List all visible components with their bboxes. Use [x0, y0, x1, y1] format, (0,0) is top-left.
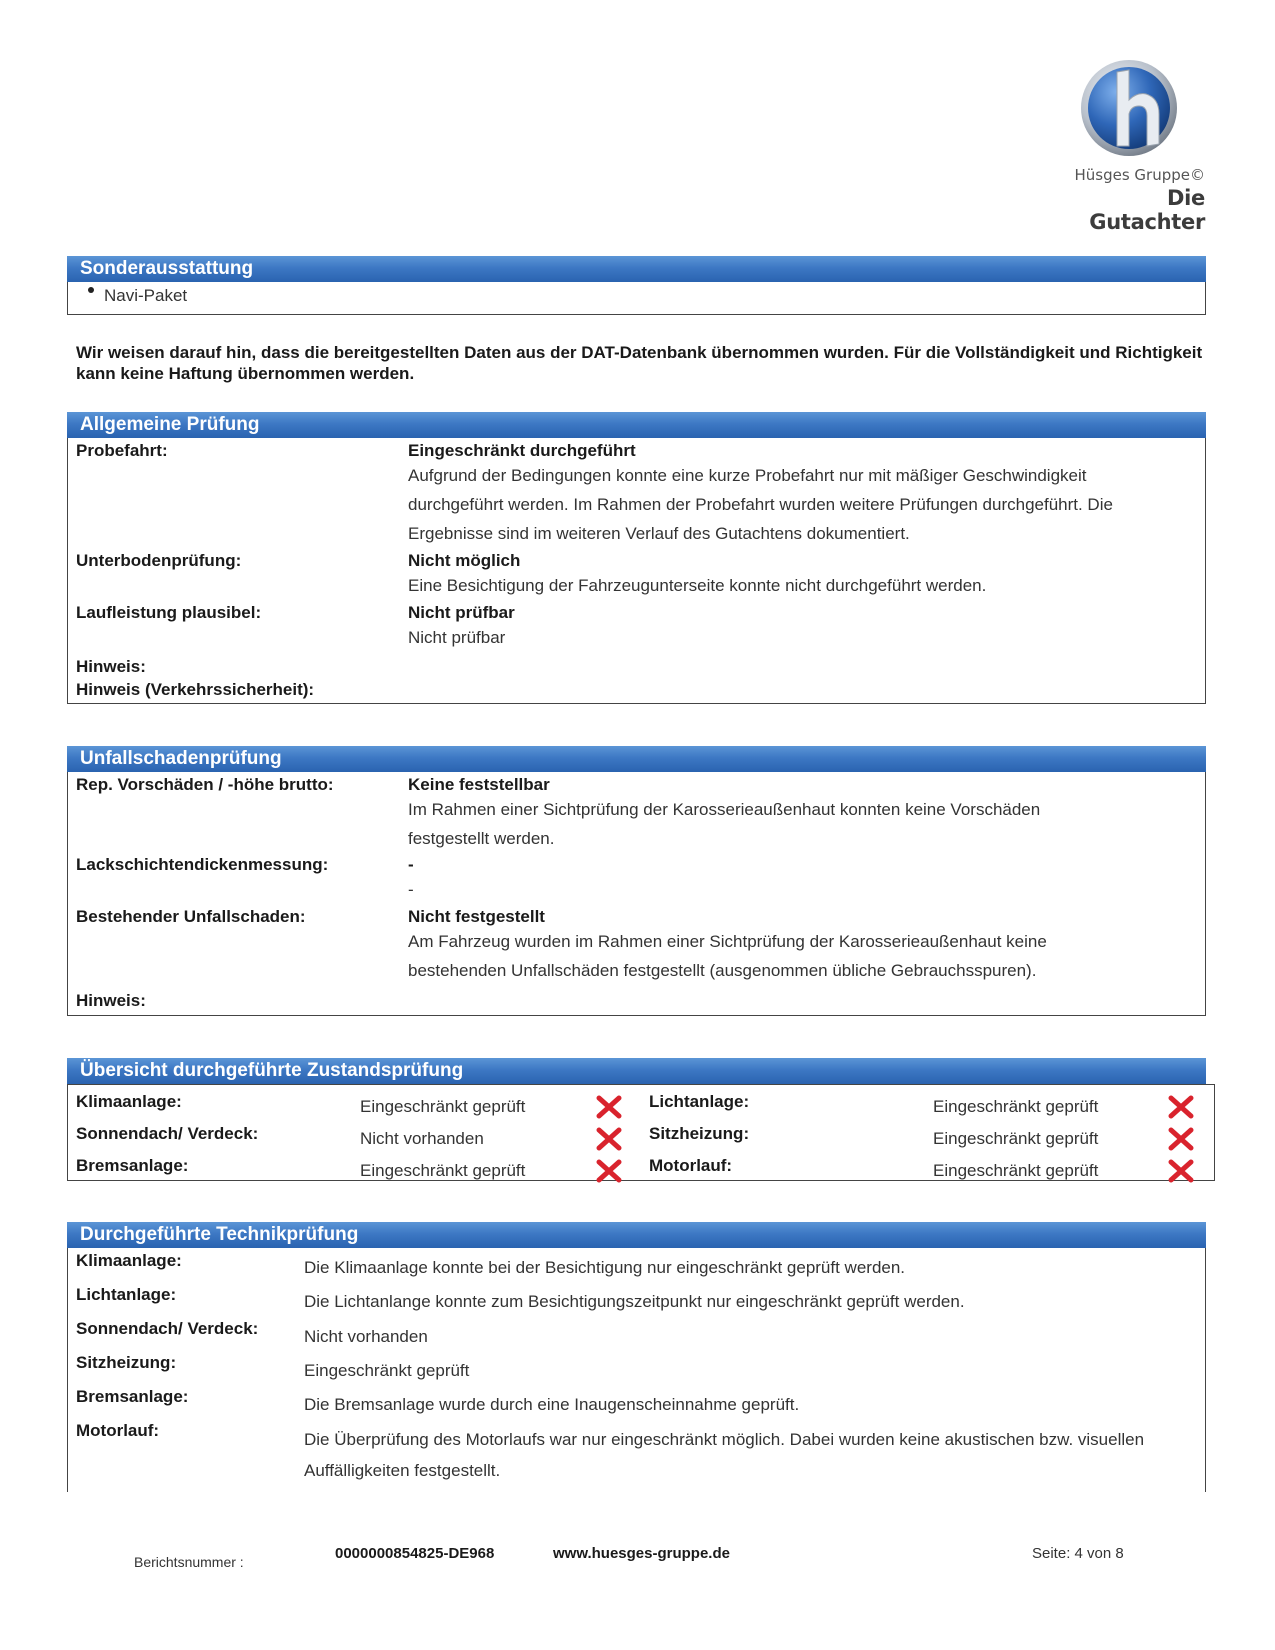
status-sitzheizung: Eingeschränkt geprüft [933, 1129, 1099, 1148]
label-klimaanlage: Klimaanlage: [76, 1251, 182, 1270]
status-klimaanlage: Eingeschränkt geprüft [360, 1097, 526, 1116]
text-klimaanlage: Die Klimaanlage konnte bei der Besichtigung nur eingeschränkt geprüft werden. [304, 1258, 906, 1277]
value-lackschichtendickenmessung: - [408, 855, 414, 874]
red-x-icon [1168, 1127, 1194, 1151]
value-rep-vorschaeden: Keine feststellbar [408, 775, 550, 794]
section-box-allgemeine-pruefung [67, 438, 1206, 704]
footer-report-number: 0000000854825-DE968 [335, 1545, 495, 1562]
label-sitzheizung: Sitzheizung: [649, 1124, 750, 1143]
red-x-icon [596, 1127, 622, 1151]
company-logo [1055, 58, 1215, 234]
section-box-unfallschadenpruefung [67, 772, 1206, 1016]
text-bestehender-unfallschaden: Am Fahrzeug wurden im Rahmen einer Sichtprüfung der Karosserieaußenhaut keine bestehenden Unfallschäden festgestellt (ausgenommen übliche Gebrauchsspuren). [408, 932, 1047, 980]
label-bestehender-unfallschaden: Bestehender Unfallschaden: [76, 907, 306, 926]
disclaimer-notice: Wir weisen darauf hin, dass die bereitgestellten Daten aus der DAT-Datenbank übernommen wurden. Für die Vollständigkeit und Richtigkeit kann keine Haftung übernommen werden. [76, 343, 1203, 383]
text-rep-vorschaeden: Im Rahmen einer Sichtprüfung der Karosserieaußenhaut konnten keine Vorschäden festgestellt werden. [408, 800, 1041, 848]
value-laufleistung: Nicht prüfbar [408, 603, 515, 622]
label-sonnendach-verdeck: Sonnendach/ Verdeck: [76, 1124, 259, 1143]
label-motorlauf: Motorlauf: [649, 1156, 733, 1175]
red-x-icon [596, 1095, 622, 1119]
text-laufleistung: Nicht prüfbar [408, 628, 506, 647]
logo-emblem-icon [1079, 58, 1179, 158]
label-rep-vorschaeden: Rep. Vorschäden / -höhe brutto: [76, 775, 334, 794]
label-bremsanlage: Bremsanlage: [76, 1387, 189, 1406]
label-sonnendach-verdeck: Sonnendach/ Verdeck: [76, 1319, 259, 1338]
label-hinweis: Hinweis: [76, 657, 146, 676]
footer-page-number: Seite: 4 von 8 [1032, 1545, 1124, 1562]
label-lackschichtendickenmessung: Lackschichtendickenmessung: [76, 855, 329, 874]
logo-text-group: Hüsges Gruppe© [1074, 166, 1205, 184]
text-bremsanlage: Die Bremsanlage wurde durch eine Inaugenscheinnahme geprüft. [304, 1395, 800, 1414]
text-sonnendach-verdeck: Nicht vorhanden [304, 1327, 428, 1346]
section-header-allgemeine-pruefung: Allgemeine Prüfung [67, 412, 1206, 438]
section-header-unfallschadenpruefung: Unfallschadenprüfung [67, 746, 1206, 772]
section-header-technikpruefung: Durchgeführte Technikprüfung [67, 1222, 1206, 1248]
section-header-sonderausstattung: Sonderausstattung [67, 256, 1206, 282]
label-bremsanlage: Bremsanlage: [76, 1156, 189, 1175]
list-item: Navi-Paket [88, 286, 187, 306]
label-klimaanlage: Klimaanlage: [76, 1092, 182, 1111]
section-box-technikpruefung [67, 1248, 1206, 1492]
status-sonnendach-verdeck: Nicht vorhanden [360, 1129, 484, 1148]
text-probefahrt: Aufgrund der Bedingungen konnte eine kurze Probefahrt nur mit mäßiger Geschwindigkeit durchgeführt werden. Im Rahmen der Probefahrt wurden weitere Prüfungen durchgeführt. Die Ergebnisse sind im weiteren Verlauf des Gutachtens dokumentiert. [408, 466, 1113, 543]
section-box-sonderausstattung [67, 282, 1206, 315]
label-hinweis-verkehrssicherheit: Hinweis (Verkehrssicherheit): [76, 680, 315, 699]
text-unterbodenpruefung: Eine Besichtigung der Fahrzeugunterseite konnte nicht durchgeführt werden. [408, 576, 987, 595]
bullet-icon [88, 287, 94, 293]
footer-report-label: Berichtsnummer : [134, 1554, 244, 1570]
footer-website-link[interactable]: www.huesges-gruppe.de [553, 1545, 730, 1562]
text-sitzheizung: Eingeschränkt geprüft [304, 1361, 470, 1380]
red-x-icon [1168, 1159, 1194, 1183]
label-lichtanlage: Lichtanlage: [649, 1092, 750, 1111]
value-bestehender-unfallschaden: Nicht festgestellt [408, 907, 545, 926]
status-bremsanlage: Eingeschränkt geprüft [360, 1161, 526, 1180]
label-motorlauf: Motorlauf: [76, 1421, 160, 1440]
status-lichtanlage: Eingeschränkt geprüft [933, 1097, 1099, 1116]
status-motorlauf: Eingeschränkt geprüft [933, 1161, 1099, 1180]
label-laufleistung: Laufleistung plausibel: [76, 603, 262, 622]
red-x-icon [1168, 1095, 1194, 1119]
logo-text-gutachter: Die Gutachter [1089, 186, 1205, 234]
label-sitzheizung: Sitzheizung: [76, 1353, 177, 1372]
label-unterbodenpruefung: Unterbodenprüfung: [76, 551, 242, 570]
text-motorlauf: Die Überprüfung des Motorlaufs war nur eingeschränkt möglich. Dabei wurden keine akustischen bzw. visuellen Auffälligkeiten festgestellt. [304, 1430, 1145, 1480]
label-probefahrt: Probefahrt: [76, 441, 168, 460]
value-probefahrt: Eingeschränkt durchgeführt [408, 441, 636, 460]
text-lichtanlage: Die Lichtanlange konnte zum Besichtigungszeitpunkt nur eingeschränkt geprüft werden. [304, 1292, 965, 1311]
section-box-zustandspruefung [67, 1084, 1215, 1181]
section-header-zustandspruefung: Übersicht durchgeführte Zustandsprüfung [67, 1058, 1206, 1084]
value-unterbodenpruefung: Nicht möglich [408, 551, 521, 570]
red-x-icon [596, 1159, 622, 1183]
label-lichtanlage: Lichtanlage: [76, 1285, 177, 1304]
text-lackschichtendickenmessung: - [408, 880, 414, 899]
label-hinweis: Hinweis: [76, 991, 146, 1010]
